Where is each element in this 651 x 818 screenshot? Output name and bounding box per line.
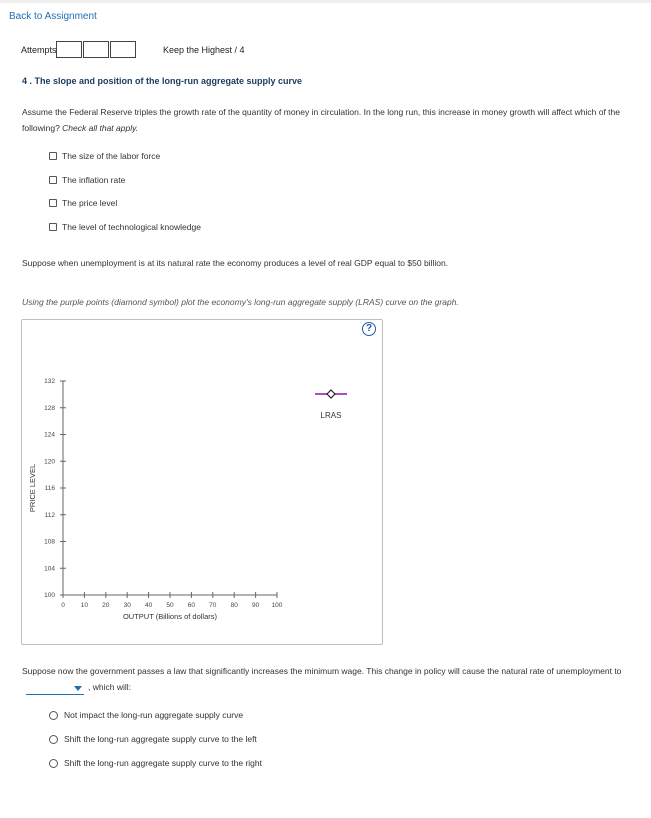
minwage-paragraph — [22, 663, 632, 695]
suppose-paragraph: Suppose when unemployment is at its natural rate the economy produces a level of real GDP equal to $50 billion. — [22, 258, 449, 268]
x-tick-label: 0 — [61, 602, 65, 609]
x-tick-label: 10 — [80, 602, 89, 609]
radio-option-shift-left[interactable] — [49, 734, 257, 744]
radio-button[interactable] — [49, 735, 58, 744]
natural-rate-dropdown[interactable] — [26, 683, 84, 695]
y-tick-label: 120 — [44, 458, 55, 466]
attempt-boxes — [56, 41, 137, 58]
intro-text: Assume the Federal Reserve triples the growth rate of the quantity of money in circulation. In the long run, this increase in money growth will affect which of the following? — [22, 107, 620, 133]
checkbox-option-technological-knowledge[interactable] — [49, 222, 201, 232]
checkbox-label: The size of the labor force — [62, 151, 161, 161]
minwage-text: Suppose now the government passes a law that significantly increases the minimum wage. This change in policy will cause the natural rate of unemployment to — [22, 666, 622, 676]
y-tick-label: 108 — [44, 538, 55, 546]
x-tick-label: 60 — [187, 602, 196, 609]
y-tick-label: 132 — [44, 378, 55, 385]
checkbox[interactable] — [49, 199, 57, 207]
radio-button[interactable] — [49, 759, 58, 768]
radio-label: Shift the long-run aggregate supply curve to the left — [64, 734, 257, 744]
checkbox-option-labor-force[interactable] — [49, 151, 160, 161]
graph-instruction: Using the purple points (diamond symbol) plot the economy's long-run aggregate supply (LRAS) curve on the graph. — [22, 297, 459, 307]
intro-paragraph — [22, 104, 632, 136]
chevron-down-icon[interactable] — [74, 686, 82, 691]
attempt-box-2 — [83, 41, 109, 58]
radio-option-no-impact[interactable] — [49, 710, 243, 720]
attempts-label: Attempts — [21, 45, 57, 55]
y-tick-label: 112 — [44, 511, 55, 519]
radio-label: Not impact the long-run aggregate supply curve — [64, 710, 244, 720]
legend-label: LRAS — [320, 411, 342, 420]
y-tick-label: 124 — [44, 431, 55, 439]
checkbox[interactable] — [49, 176, 57, 184]
y-tick-label: 128 — [44, 404, 55, 412]
x-tick-label: 70 — [209, 602, 217, 609]
lras-graph[interactable] — [21, 319, 383, 645]
attempt-box-3 — [110, 41, 136, 58]
checkbox-option-price-level[interactable] — [49, 198, 117, 208]
radio-button[interactable] — [49, 711, 58, 720]
y-axis-label: PRICE LEVEL — [28, 463, 37, 513]
radio-label: Shift the long-run aggregate supply curve to the right — [64, 758, 262, 768]
back-to-assignment-link[interactable]: Back to Assignment — [9, 11, 97, 22]
x-tick-label: 90 — [251, 602, 260, 609]
help-icon[interactable]: ? — [362, 322, 376, 336]
keep-highest-label: Keep the Highest / 4 — [163, 45, 245, 55]
intro-hint: Check all that apply. — [62, 123, 139, 133]
y-tick-label: 116 — [44, 485, 55, 492]
checkbox-label: The price level — [62, 198, 118, 208]
x-tick-label: 40 — [144, 602, 153, 609]
y-tick-label: 100 — [44, 592, 55, 599]
checkbox[interactable] — [49, 152, 57, 160]
question-title: 4 . The slope and position of the long-run aggregate supply curve — [22, 76, 303, 86]
x-tick-label: 80 — [230, 602, 238, 609]
radio-option-shift-right[interactable] — [49, 758, 262, 768]
attempt-box-1 — [56, 41, 82, 58]
x-tick-label: 50 — [166, 602, 174, 609]
checkbox-option-inflation-rate[interactable] — [49, 175, 125, 185]
x-tick-label: 30 — [123, 602, 131, 609]
checkbox-label: The inflation rate — [62, 175, 126, 185]
x-axis-label: OUTPUT (Billions of dollars) — [122, 612, 218, 621]
minwage-text-after: , which will: — [88, 682, 131, 692]
diamond-icon[interactable] — [327, 390, 335, 398]
checkbox[interactable] — [49, 223, 57, 231]
x-tick-label: 100 — [271, 602, 283, 609]
checkbox-label: The level of technological knowledge — [62, 222, 201, 232]
y-tick-label: 104 — [44, 565, 55, 573]
x-tick-label: 20 — [102, 602, 110, 609]
top-divider — [0, 0, 651, 3]
